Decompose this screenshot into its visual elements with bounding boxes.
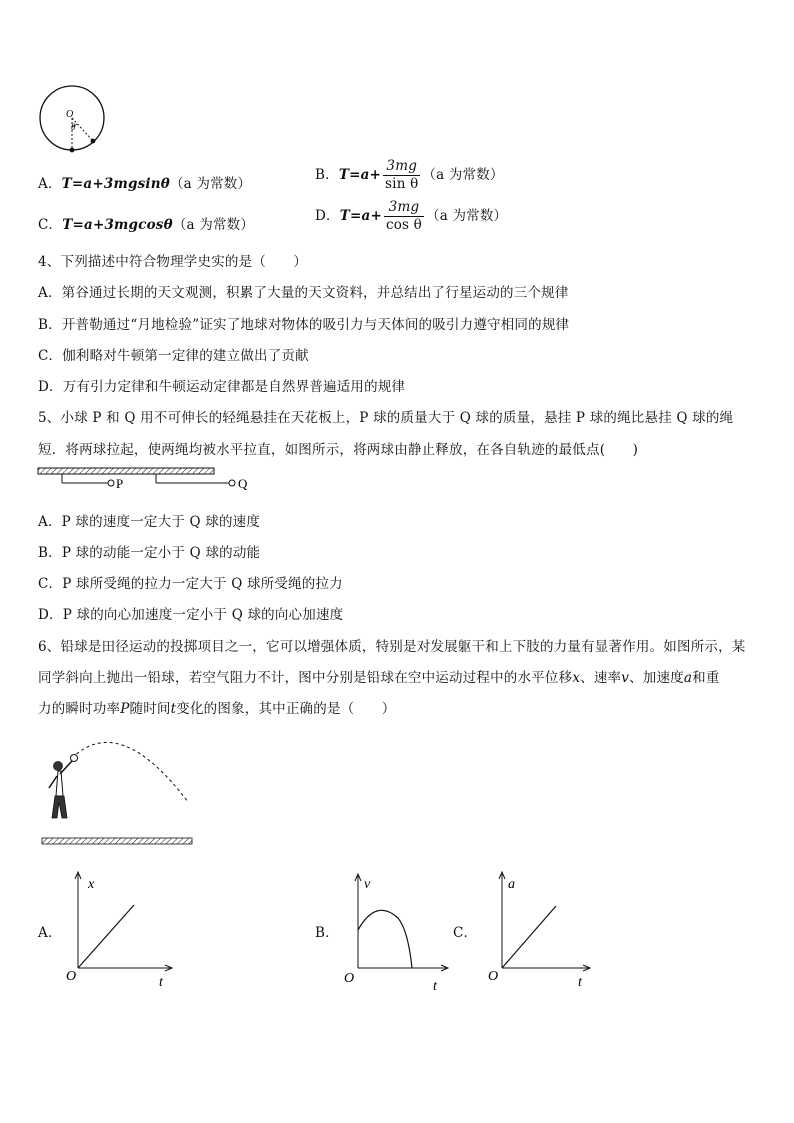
- q3-option-c-expr: T=a+3mgcosθ: [62, 217, 173, 233]
- q5-option-a: A．P 球的速度一定大于 Q 球的速度: [38, 514, 261, 530]
- q3-option-c-note: （a 为常数）: [172, 217, 255, 233]
- q3-option-a-expr: T=a+3mgsinθ: [61, 176, 170, 192]
- q5-label-q: Q: [238, 476, 248, 491]
- q5-option-d: D．P 球的向心加速度一定小于 Q 球的向心加速度: [38, 607, 344, 623]
- q3-option-c: [38, 213, 254, 233]
- q6-graph-a-line: [78, 905, 134, 968]
- q4-option-c: C．伽利略对牛顿第一定律的建立做出了贡献: [38, 348, 309, 364]
- q3-center-label: O: [66, 109, 74, 120]
- q3-option-b-numerator: 3mg: [383, 158, 420, 176]
- q3-option-d-note: （a 为常数）: [426, 208, 508, 224]
- q5-option-c: C．P 球所受绳的拉力一定大于 Q 球所受绳的拉力: [38, 576, 343, 592]
- q5-ball-p: [108, 480, 114, 486]
- q3-option-d: [315, 199, 507, 234]
- q3-option-b: [315, 158, 504, 193]
- q6-stem-line3-c: 变化的图象，其中正确的是（ ）: [176, 701, 396, 717]
- q6-stem-line3-b: 随时间: [129, 701, 171, 717]
- q6-symbol-x: x: [572, 670, 581, 686]
- q5-label-p: P: [116, 476, 124, 491]
- q4-option-a: A．第谷通过长期的天文观测，积累了大量的天文资料，并总结出了行星运动的三个规律: [38, 285, 569, 301]
- q3-option-c-letter: C．: [38, 217, 63, 233]
- q3-option-b-fraction: [383, 158, 420, 193]
- q6-symbol-p: P: [120, 701, 130, 717]
- q6-shotput-figure: [40, 732, 200, 852]
- q6-graph-b-xlabel: t: [433, 979, 437, 994]
- q3-angle-label: θ: [71, 122, 76, 132]
- q6-stem-line2-a: 同学斜向上抛出一铅球，若空气阻力不计，图中分别是铅球在空中运动过程中的水平位移: [38, 670, 573, 686]
- q6-stem-line2-b: 、速率: [580, 670, 622, 686]
- q6-trajectory: [72, 742, 188, 802]
- q3-option-d-numerator: 3mg: [384, 199, 424, 217]
- q6-stem-line3: [38, 697, 395, 717]
- q3-option-d-prefix: T=a+: [339, 208, 382, 224]
- q5-pendulum-figure: [36, 466, 266, 496]
- q6-graph-a-xlabel: t: [159, 975, 163, 990]
- q6-graph-a-origin: O: [66, 969, 77, 984]
- q6-symbol-v: v: [621, 670, 630, 686]
- q3-option-d-fraction: [384, 199, 424, 234]
- q3-circle-figure: [34, 84, 114, 164]
- q6-athlete: [49, 761, 72, 818]
- q3-option-b-letter: B．: [315, 167, 339, 183]
- q6-shotput-ball: [71, 755, 78, 762]
- q4-option-d: D．万有引力定律和牛顿运动定律都是自然界普遍适用的规律: [38, 379, 406, 395]
- q5-ceiling: [38, 468, 214, 474]
- q6-stem-line3-a: 力的瞬时功率: [38, 701, 121, 717]
- q3-option-b-prefix: T=a+: [338, 167, 382, 183]
- q4-option-b: B．开普勒通过“月地检验”证实了地球对物体的吸引力与天体间的吸引力遵守相同的规律: [38, 317, 570, 333]
- q5-stem-line1: 5、小球 P 和 Q 用不可伸长的轻绳悬挂在天花板上，P 球的质量大于 Q 球的质量，悬挂 P 球的绳比悬挂 Q 球的绳: [38, 410, 734, 426]
- q6-graph-b-letter: B．: [315, 925, 339, 941]
- q6-graph-c: [486, 870, 596, 990]
- q3-option-b-denominator: sin θ: [385, 176, 419, 192]
- q5-ball-q: [229, 480, 235, 486]
- q5-stem-line2: 短．将两球拉起，使两绳均被水平拉直，如图所示，将两球由静止释放，在各自轨迹的最低点( ): [38, 442, 639, 458]
- q6-graph-c-xlabel: t: [578, 975, 582, 990]
- q6-graph-c-line: [502, 906, 556, 968]
- q6-graph-b: [342, 872, 452, 992]
- q6-symbol-a: a: [683, 670, 693, 686]
- q6-stem-line2-d: 和重: [692, 670, 720, 686]
- q4-stem: 4、下列描述中符合物理学史实的是（ ）: [38, 254, 308, 270]
- q3-option-a-note: （a 为常数）: [169, 176, 252, 192]
- q6-graph-b-ylabel: v: [364, 877, 371, 892]
- q6-graph-b-origin: O: [344, 971, 355, 986]
- q6-graph-c-origin: O: [488, 969, 499, 984]
- q6-stem-line2-c: 、加速度: [629, 670, 684, 686]
- q6-symbol-t: t: [170, 701, 177, 717]
- q3-option-a-letter: A．: [38, 176, 62, 192]
- q3-option-b-note: （a 为常数）: [422, 167, 504, 183]
- q6-graph-c-ylabel: a: [508, 877, 515, 892]
- q3-option-a: [38, 172, 251, 192]
- q6-graph-c-letter: C．: [453, 925, 478, 941]
- q6-stem-line2: [38, 666, 720, 686]
- q6-ground: [42, 838, 192, 844]
- q5-option-b: B．P 球的动能一定小于 Q 球的动能: [38, 545, 261, 561]
- q6-graph-a: [62, 870, 172, 990]
- q3-option-d-denominator: cos θ: [385, 217, 422, 233]
- q6-graph-a-ylabel: x: [88, 877, 95, 892]
- q3-option-d-letter: D．: [315, 208, 340, 224]
- q6-graph-b-curve: [358, 910, 412, 968]
- q6-graph-a-letter: A．: [38, 925, 62, 941]
- q6-stem-line1: 6、铅球是田径运动的投掷项目之一，它可以增强体质，特别是对发展躯干和上下肢的力量有显著作用。如图所示，某: [38, 639, 746, 655]
